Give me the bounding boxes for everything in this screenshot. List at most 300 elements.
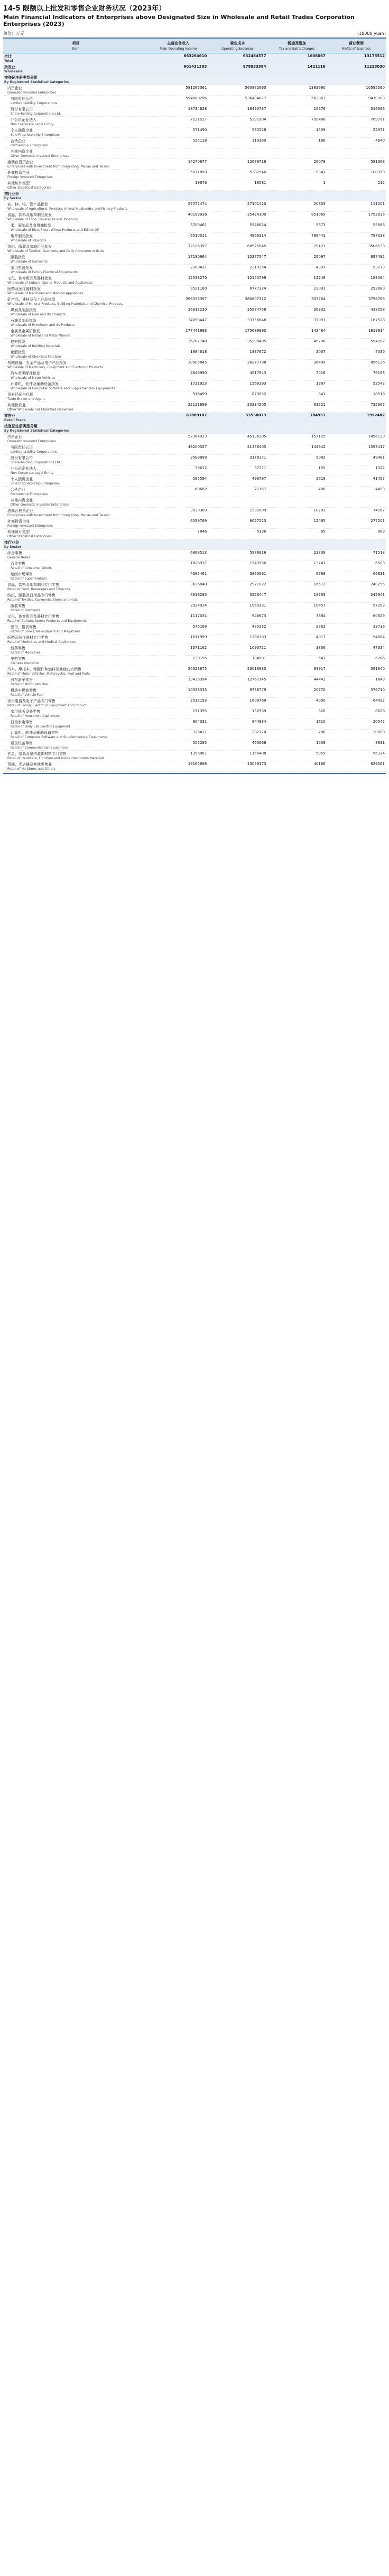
value-cell-col-1 <box>149 74 208 85</box>
row-label-cn: 按行业分 <box>4 192 19 197</box>
row-label-en: By Registered Statistical Categories <box>4 80 69 85</box>
value-cell-col-1: 40199916 <box>149 212 208 222</box>
value-cell-col-1: 571490 <box>149 127 208 138</box>
row-label-en: Retail Trade <box>4 418 26 423</box>
row-label-en: Other Statistical Categories <box>7 186 51 190</box>
value-cell-col-3: 13741 <box>267 561 327 571</box>
value-cell-col-1: 581265061 <box>149 85 208 96</box>
value-cell-col-3: 1383690 <box>267 85 327 96</box>
row-label-cn: 外商投资企业 <box>7 519 30 524</box>
table-row <box>3 740 386 751</box>
row-label-cn: 服装批发 <box>11 255 25 260</box>
value-cell-col-3: 37097 <box>267 318 327 328</box>
value-cell-col-1: 601431303 <box>149 64 208 74</box>
value-cell-col-3: 4397 <box>267 265 327 275</box>
row-label-cell <box>3 582 149 592</box>
row-label-cell <box>3 275 149 286</box>
table-row <box>3 719 386 730</box>
value-cell-col-2 <box>208 539 267 550</box>
value-cell-col-4: 18519 <box>327 391 386 402</box>
row-label-en: Limited Liability Corporations <box>11 101 58 106</box>
value-cell-col-4: 594782 <box>327 339 386 349</box>
value-cell-col-4: 1322 <box>327 465 386 476</box>
value-cell-col-1: 17130964 <box>149 254 208 265</box>
row-label-cell <box>3 265 149 275</box>
table-row <box>3 159 386 170</box>
value-cell-col-3: 5373 <box>267 222 327 233</box>
table-container <box>3 38 386 774</box>
table-row <box>3 254 386 265</box>
value-cell-col-2: 1837672 <box>208 349 267 360</box>
value-cell-col-4: 76193 <box>327 370 386 381</box>
header-cell-tax-and-extra-charges <box>267 38 327 53</box>
value-cell-col-2: 9736779 <box>208 687 267 698</box>
value-cell-col-1: 61889107 <box>149 413 208 423</box>
value-cell-col-4: 787038 <box>327 233 386 244</box>
row-label-cell <box>3 402 149 413</box>
value-cell-col-1: 24323675 <box>149 666 208 677</box>
value-cell-col-3: 408 <box>267 487 327 497</box>
row-label-cell <box>3 645 149 656</box>
table-row <box>3 518 386 529</box>
value-cell-col-4: 4640 <box>327 138 386 148</box>
row-label-cell <box>3 444 149 455</box>
row-label-cn: 食品、饮料及烟草制品专门零售 <box>7 583 59 587</box>
row-label-cell <box>3 233 149 244</box>
table-row <box>3 687 386 698</box>
table-row <box>3 592 386 603</box>
row-label-cn: 合伙企业 <box>11 488 25 492</box>
value-cell-col-4: 33736 <box>327 624 386 634</box>
row-label-cn: 西药零售 <box>11 646 25 651</box>
row-label-cn: 图书、报刊零售 <box>11 625 36 630</box>
value-cell-col-3: 1 <box>267 180 327 191</box>
row-label-cell <box>3 413 149 423</box>
row-label-en: Non Corporate Legal Entity <box>11 471 54 475</box>
value-cell-col-3: 799466 <box>267 117 327 127</box>
table-section-row <box>3 413 386 423</box>
value-cell-col-2: 53550073 <box>208 413 267 423</box>
row-label-cell <box>3 254 149 265</box>
row-label-cell <box>3 138 149 148</box>
value-cell-col-4 <box>327 148 386 159</box>
value-cell-col-2 <box>208 423 267 434</box>
row-label-cell <box>3 656 149 666</box>
row-label-cell <box>3 434 149 444</box>
value-cell-col-2 <box>208 497 267 508</box>
table-row <box>3 85 386 96</box>
value-cell-col-4: 1393417 <box>327 444 386 455</box>
unit-label-right: (10000 yuan) <box>357 31 386 36</box>
row-label-en: Wholesale of Culture, Sports Products and Appliances <box>7 281 92 285</box>
row-label-cn: 百货零售 <box>11 562 25 566</box>
row-label-cn: 其他批发业 <box>7 403 26 408</box>
header-en: Tax and Extra Charges <box>279 47 315 51</box>
row-label-cell <box>3 487 149 497</box>
financial-table <box>3 38 386 772</box>
value-cell-col-2 <box>208 191 267 201</box>
value-cell-col-1: 5708461 <box>149 222 208 233</box>
row-label-cell <box>3 127 149 138</box>
row-label-cell <box>3 719 149 730</box>
value-cell-col-1: 4649990 <box>149 370 208 381</box>
row-label-cell <box>3 761 149 772</box>
row-label-cn: 日用家电零售 <box>11 720 33 725</box>
row-label-cn: 按登记注册类型分组 <box>4 76 38 80</box>
table-row <box>3 138 386 148</box>
value-cell-col-3: 144942 <box>267 444 327 455</box>
value-cell-col-3: 788 <box>267 730 327 740</box>
value-cell-col-4: 6503 <box>327 561 386 571</box>
row-label-cn: 化肥批发 <box>11 350 25 355</box>
value-cell-col-1: 18734628 <box>149 106 208 117</box>
header-cn: 营业利润 <box>348 41 364 46</box>
value-cell-col-3: 22091 <box>267 286 327 296</box>
table-subheading-row <box>3 423 386 434</box>
row-label-cn: 米、面制品及食用油批发 <box>11 223 51 228</box>
row-label-en: Share-holding Corporations Ltd. <box>11 112 61 116</box>
header-cell-main-operating-income <box>149 38 208 53</box>
value-cell-col-2: 45136205 <box>208 434 267 444</box>
row-label-cell <box>3 96 149 106</box>
value-cell-col-4: 93273 <box>327 265 386 275</box>
value-cell-col-1: 34058447 <box>149 318 208 328</box>
value-cell-col-4: 242943 <box>327 592 386 603</box>
row-label-en: Retail of No Stores and Others <box>7 767 55 771</box>
row-label-cn: 通信设备零售 <box>11 741 33 746</box>
row-label-cell <box>3 634 149 645</box>
row-label-en: Retail of Food, Beverages and Tobaccos <box>7 587 70 592</box>
value-cell-col-2: 2392009 <box>208 508 267 518</box>
value-cell-col-2: 6027523 <box>208 518 267 529</box>
value-cell-col-1: 576168 <box>149 624 208 634</box>
header-cell-profits-of-business <box>327 38 386 53</box>
row-label-cn: 其他统计类型 <box>7 181 30 186</box>
row-label-cn: 医药及医疗器材批发 <box>7 287 41 292</box>
row-label-en: Retail of Computer Software and Supplementary Equipments <box>11 735 108 740</box>
value-cell-col-4: 55686 <box>327 222 386 233</box>
row-label-cn: 服装零售 <box>11 604 25 609</box>
value-cell-col-2: 3178371 <box>208 455 267 465</box>
row-label-en: General Retail <box>7 556 30 560</box>
table-row <box>3 286 386 296</box>
table-row <box>3 117 386 127</box>
value-cell-col-1: 12538270 <box>149 275 208 286</box>
value-cell-col-2: 3226447 <box>208 592 267 603</box>
value-cell-col-3: 320 <box>267 708 327 719</box>
row-label-cell <box>3 550 149 561</box>
value-cell-col-2 <box>208 148 267 159</box>
value-cell-col-1: 27572474 <box>149 201 208 212</box>
value-cell-col-3: 798441 <box>267 233 327 244</box>
value-cell-col-3: 16676 <box>267 106 327 117</box>
row-label-cell <box>3 85 149 96</box>
table-row <box>3 529 386 539</box>
value-cell-col-4: 292680 <box>327 286 386 296</box>
value-cell-col-3: 2619 <box>267 476 327 487</box>
row-label-cell <box>3 698 149 708</box>
row-label-en: Wholesale of Tobaccos <box>11 239 47 243</box>
table-row <box>3 645 386 656</box>
value-cell-col-2: 5136 <box>208 529 267 539</box>
row-label-en: Retail of Vehicle Fuel <box>11 693 44 697</box>
table-row <box>3 708 386 719</box>
row-label-cell <box>3 370 149 381</box>
table-row <box>3 180 386 191</box>
value-cell-col-1: 1371162 <box>149 645 208 656</box>
table-row <box>3 265 386 275</box>
row-label-cn: 计算机、软件及辅助设备批发 <box>11 382 59 387</box>
row-label-cn: 其他内资企业 <box>11 498 33 503</box>
value-cell-col-3: 23739 <box>267 550 327 561</box>
header-row <box>3 38 386 53</box>
table-row <box>3 360 386 370</box>
value-cell-col-3 <box>267 497 327 508</box>
row-label-en: Other Statistical Categories <box>7 535 51 539</box>
value-cell-col-1: 554600296 <box>149 96 208 106</box>
value-cell-col-4: 111201 <box>327 201 386 212</box>
value-cell-col-3: 841 <box>267 391 327 402</box>
row-label-en: Retail of Family Electronic Equipment and Product <box>7 704 87 708</box>
row-label-cell <box>3 74 149 85</box>
value-cell-col-2: 632484577 <box>208 53 267 64</box>
table-row <box>3 244 386 254</box>
value-cell-col-2: 27101420 <box>208 201 267 212</box>
table-subheading-row <box>3 191 386 201</box>
row-label-cell <box>3 497 149 508</box>
value-cell-col-4: 735367 <box>327 402 386 413</box>
row-label-cn: 家用电器及电子产品专门零售 <box>7 699 55 704</box>
header-cn: 税金及附加 <box>288 41 307 46</box>
row-label-en: Other Wholesale not Classified Elsewhere <box>7 408 73 412</box>
value-cell-col-3: 2037 <box>267 349 327 360</box>
value-cell-col-2: 2219354 <box>208 265 267 275</box>
row-label-en: Wholesale of Agricultural, Forestry, Animal Husbandry and Fishery Products <box>7 207 127 211</box>
table-row <box>3 634 386 645</box>
row-label-cell <box>3 201 149 212</box>
value-cell-col-2: 1969131 <box>208 603 267 613</box>
row-label-cell <box>3 349 149 360</box>
value-cell-col-4: 629561 <box>327 761 386 772</box>
row-label-en: Total <box>4 59 13 63</box>
row-label-cn: 个人独资企业 <box>11 128 33 133</box>
table-row <box>3 677 386 687</box>
table-row <box>3 613 386 624</box>
value-cell-col-2: 35424100 <box>208 212 267 222</box>
row-label-cn: 按登记注册类型分组 <box>4 424 38 429</box>
value-cell-col-4: 97353 <box>327 603 386 613</box>
row-label-cell <box>3 286 149 296</box>
value-cell-col-3: 6768 <box>267 571 327 582</box>
row-label-en: Retail of Medicines <box>11 651 41 655</box>
value-cell-col-2: 3860691 <box>208 571 267 582</box>
row-label-cn: 家用电器批发 <box>11 266 33 270</box>
value-cell-col-3: 44442 <box>267 677 327 687</box>
row-label-cell <box>3 687 149 698</box>
value-cell-col-3: 563863 <box>267 96 327 106</box>
value-cell-col-4: 212 <box>327 180 386 191</box>
row-label-en: Partnership Enterprises <box>11 492 48 497</box>
row-label-cell <box>3 64 149 74</box>
value-cell-col-2: 12150799 <box>208 275 267 286</box>
row-label-en: by Sector <box>4 545 22 549</box>
table-row <box>3 96 386 106</box>
value-cell-col-4: 10595590 <box>327 85 386 96</box>
table-row <box>3 148 386 159</box>
table-row <box>3 455 386 465</box>
value-cell-col-2 <box>208 74 267 85</box>
value-cell-col-3: 142484 <box>267 328 327 339</box>
value-cell-col-3: 3836 <box>267 645 327 656</box>
row-label-cell <box>3 476 149 487</box>
value-cell-col-4: 74162 <box>327 508 386 518</box>
row-label-en: Retail of Daily-use Electric Equipment <box>11 725 71 729</box>
value-cell-col-1 <box>149 423 208 434</box>
value-cell-col-2: 578933384 <box>208 64 267 74</box>
value-cell-col-2: 530528 <box>208 127 267 138</box>
value-cell-col-2: 1543956 <box>208 561 267 571</box>
value-cell-col-2: 380607312 <box>208 296 267 307</box>
value-cell-col-2: 13059173 <box>208 761 267 772</box>
value-cell-col-4: 20098 <box>327 730 386 740</box>
value-cell-col-2: 12767145 <box>208 677 267 687</box>
row-label-cn: 五金、家具及室内装饰材料专门零售 <box>7 752 67 757</box>
value-cell-col-4 <box>327 423 386 434</box>
row-label-cell <box>3 212 149 222</box>
value-cell-col-1: 7846 <box>149 529 208 539</box>
table-row <box>3 370 386 381</box>
value-cell-col-2: 5978816 <box>208 550 267 561</box>
row-label-en: Retail of Motor Vehicles <box>11 683 48 687</box>
value-cell-col-3: 36332 <box>267 307 327 318</box>
table-row <box>3 508 386 518</box>
row-label-en: by Sector <box>4 197 22 201</box>
value-cell-col-1: 326431 <box>149 730 208 740</box>
value-cell-col-2: 119160 <box>208 138 267 148</box>
row-label-en: Retail of Garments <box>11 609 41 613</box>
value-cell-col-2: 5382946 <box>208 170 267 180</box>
value-cell-col-2: 132939 <box>208 708 267 719</box>
row-label-cell <box>3 159 149 170</box>
row-label-cn: 农、林、牧、渔产品批发 <box>7 202 48 207</box>
value-cell-col-2: 560872660 <box>208 85 267 96</box>
value-cell-col-4: 41457 <box>327 476 386 487</box>
value-cell-col-3: 26078 <box>267 159 327 170</box>
row-label-cn: 合计 <box>4 54 12 59</box>
header-en: Item <box>72 47 80 51</box>
row-label-en: Wholesale of Machinery, Equipment and Electronic Products <box>7 366 103 370</box>
header-cell-item <box>3 38 149 53</box>
row-label-cn: 内资企业 <box>7 435 22 440</box>
row-label-cell <box>3 677 149 687</box>
row-label-cell <box>3 53 149 64</box>
row-label-en: Share-holding Corporations Ltd. <box>11 461 61 465</box>
value-cell-col-4: 71518 <box>327 550 386 561</box>
value-cell-col-4: 96324 <box>327 751 386 761</box>
value-cell-col-2: 5291984 <box>208 117 267 127</box>
value-cell-col-1: 1611999 <box>149 634 208 645</box>
value-cell-col-3: 45790 <box>267 339 327 349</box>
unit-line <box>3 31 386 36</box>
value-cell-col-4: 897492 <box>327 254 386 265</box>
table-row <box>3 222 386 233</box>
row-label-cell <box>3 561 149 571</box>
value-cell-col-4: 4453 <box>327 487 386 497</box>
value-cell-col-3 <box>267 191 327 201</box>
row-label-en: Foreign Invested Enterprises <box>7 175 53 180</box>
value-cell-col-3: 157125 <box>267 434 327 444</box>
row-label-en: Wholesale of Rice, Flour, Wheat Products and Edible Oil <box>11 228 99 232</box>
row-label-cn: 其他内资企业 <box>11 150 33 154</box>
row-label-cell <box>3 148 149 159</box>
row-label-cell <box>3 465 149 476</box>
table-header <box>3 38 386 53</box>
table-row <box>3 339 386 349</box>
value-cell-col-1: 6868513 <box>149 550 208 561</box>
value-cell-col-1: 177441993 <box>149 328 208 339</box>
row-label-cn: 医药及医疗器材专门零售 <box>7 636 48 640</box>
header-cn: 主营业务收入 <box>167 41 190 46</box>
table-row <box>3 666 386 677</box>
value-cell-col-1: 4816295 <box>149 592 208 603</box>
value-cell-col-3: 1509 <box>267 127 327 138</box>
value-cell-col-2: 1093721 <box>208 645 267 656</box>
table-row <box>3 381 386 391</box>
value-cell-col-1: 4385461 <box>149 571 208 582</box>
value-cell-col-3: 40166 <box>267 761 327 772</box>
table-row <box>3 497 386 508</box>
row-label-en: Retail of Books, Newspapers and Magazines <box>11 630 81 634</box>
row-label-cell <box>3 508 149 518</box>
table-row <box>3 624 386 634</box>
value-cell-col-1: 10338335 <box>149 687 208 698</box>
table-row <box>3 275 386 286</box>
row-label-en: Retail of Hardware, Furniture and Inside Decoration Materials <box>7 757 105 761</box>
value-cell-col-4: 47334 <box>327 645 386 656</box>
value-cell-col-3 <box>267 423 327 434</box>
value-cell-col-2: 35298495 <box>208 339 267 349</box>
row-label-cell <box>3 296 149 307</box>
value-cell-col-2: 1156408 <box>208 751 267 761</box>
value-cell-col-1: 2012193 <box>149 698 208 708</box>
row-label-cn: 批发业 <box>4 65 15 70</box>
value-cell-col-2: 18490787 <box>208 106 267 117</box>
row-label-en: By Registered Statistical Categories <box>4 429 69 433</box>
row-label-en: Non Corporate Legal Entity <box>11 123 54 127</box>
value-cell-col-1: 3636840 <box>149 582 208 592</box>
row-label-cell <box>3 624 149 634</box>
row-label-cell <box>3 423 149 434</box>
header-en: Profits of Business <box>341 47 371 51</box>
value-cell-col-4: 64427 <box>327 698 386 708</box>
value-cell-col-1: 396333397 <box>149 296 208 307</box>
value-cell-col-1 <box>149 497 208 508</box>
table-row <box>3 127 386 138</box>
value-cell-col-4: 1819914 <box>327 328 386 339</box>
row-label-cell <box>3 613 149 624</box>
value-cell-col-3: 36499 <box>267 360 327 370</box>
row-label-en: Retail of Consumer Goods <box>11 566 52 571</box>
table-row <box>3 603 386 613</box>
row-label-cn: 石油及制品批发 <box>11 319 36 323</box>
row-label-cn: 烟草制品批发 <box>11 234 33 239</box>
row-label-cn: 股份有限公司 <box>11 107 33 112</box>
value-cell-col-3 <box>267 74 327 85</box>
row-label-en: Enterprises with Investment from Hong Kong, Macao and Taiwan <box>7 514 110 518</box>
row-label-en: Domestic Invested Enterprises <box>7 440 56 444</box>
row-label-cell <box>3 666 149 677</box>
value-cell-col-1: 1721923 <box>149 381 208 391</box>
